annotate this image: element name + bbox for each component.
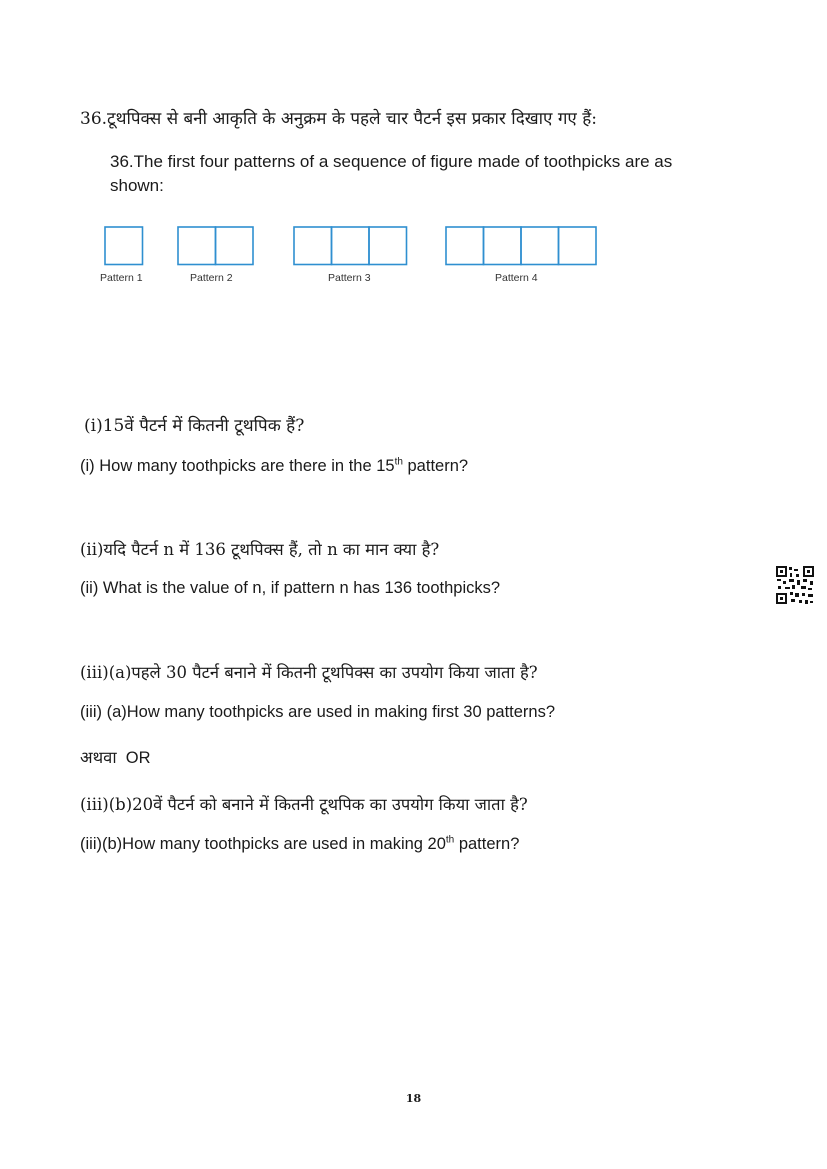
toothpick-square — [216, 227, 254, 265]
question-iii-b-text-end: pattern? — [454, 835, 520, 853]
pattern-svg — [100, 222, 600, 292]
pattern-label: Pattern 4 — [495, 272, 538, 284]
question-iii-b-english — [80, 835, 519, 854]
toothpick-square — [521, 227, 559, 265]
superscript-th: th — [445, 834, 455, 846]
pattern-label: Pattern 2 — [190, 272, 233, 284]
question-iii-b-hindi: (iii)(b)20वें पैटर्न को बनाने में कितनी टूथपिक का उपयोग किया जाता है? — [80, 795, 528, 814]
question-36-english: 36.The first four patterns of a sequence of figure made of toothpicks are as shown: — [110, 152, 673, 195]
question-ii-english: (ii) What is the value of n, if pattern n has 136 toothpicks? — [80, 579, 501, 597]
superscript-th: th — [394, 456, 403, 468]
pattern-label: Pattern 3 — [328, 272, 371, 284]
or-separator — [80, 745, 151, 768]
question-i-english — [80, 457, 468, 476]
question-i-text-end: pattern? — [402, 457, 469, 475]
toothpick-square — [559, 227, 597, 265]
toothpick-square — [446, 227, 484, 265]
toothpick-square — [294, 227, 332, 265]
question-iii-a-english: (iii) (a)How many toothpicks are used in making first 30 patterns? — [80, 703, 556, 721]
question-i-hindi: (i)15वें पैटर्न में कितनी टूथपिक हैं? — [84, 416, 305, 436]
toothpick-square — [105, 227, 143, 265]
toothpick-square — [369, 227, 407, 265]
toothpick-pattern-figure — [100, 222, 600, 292]
pattern-label: Pattern 1 — [100, 272, 143, 284]
toothpick-square — [332, 227, 370, 265]
question-iii-b-text: (iii)(b)How many toothpicks are used in making 20 — [80, 835, 446, 853]
question-i-text: (i) How many toothpicks are there in the 15 — [80, 457, 395, 475]
page-number: 18 — [405, 1092, 422, 1105]
toothpick-square — [484, 227, 522, 265]
question-ii-hindi: (ii)यदि पैटर्न n में 136 टूथपिक्स हैं, तो n का मान क्या है? — [80, 540, 440, 559]
question-36-hindi: 36.टूथपिक्स से बनी आकृति के अनुक्रम के पहले चार पैटर्न इस प्रकार दिखाए गए हैं: — [80, 109, 597, 129]
qr-code-icon — [775, 565, 815, 605]
or-hindi: अथवा — [80, 748, 117, 767]
or-english: OR — [125, 749, 151, 767]
toothpick-square — [178, 227, 216, 265]
question-iii-a-hindi: (iii)(a)पहले 30 पैटर्न बनाने में कितनी टूथपिक्स का उपयोग किया जाता है? — [80, 663, 538, 682]
